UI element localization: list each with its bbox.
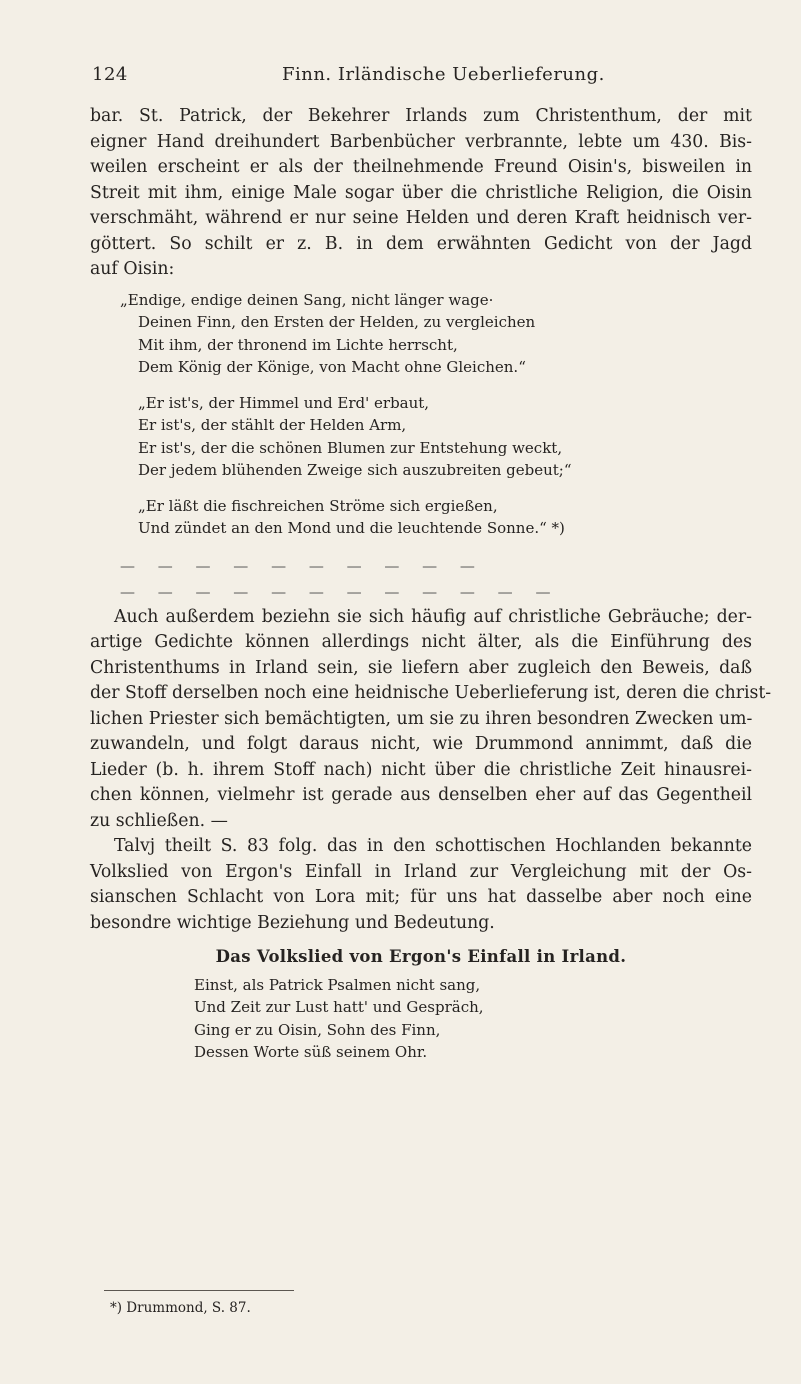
text-line: zu schließen. — [90, 810, 228, 831]
verse-line: Einst, als Patrick Psalmen nicht sang, [194, 975, 481, 994]
verse-line: Er ist's, der stählt der Helden Arm, [138, 416, 407, 434]
running-title: Finn. Irländische Ueberlieferung. [282, 64, 605, 85]
text-line: göttert. So schilt er z. B. in dem erwähnten Gedicht von der Jagd [90, 233, 752, 254]
text-line: artige Gedichte können allerdings nicht älter, als die Einführung des [90, 632, 752, 652]
text-line: lichen Priester sich bemächtigten, um sie zu ihren besondren Zwecken um- [90, 708, 753, 729]
poem-stanza [120, 289, 752, 379]
dash-row: — — — — — — — — — — — — [120, 582, 560, 601]
text-line: verschmäht, während er nur seine Helden und deren Kraft heidnisch ver- [90, 208, 752, 228]
text-line: Talvj theilt S. 83 folg. das in den schottischen Hochlanden bekannte [114, 836, 752, 856]
verse-line: Er ist's, der die schönen Blumen zur Entstehung weckt, [138, 438, 563, 457]
section-title: Das Volkslied von Ergon's Einfall in Irland. [215, 947, 627, 966]
text-line: der Stoff derselben noch eine heidnische Ueberlieferung ist, deren die christ- [90, 683, 772, 703]
text-line: chen können, vielmehr ist gerade aus denselben eher auf das Gegentheil [90, 785, 752, 805]
verse-line: Und Zeit zur Lust hatt' und Gespräch, [194, 998, 484, 1016]
verse-line: Und zündet an den Mond und die leuchtende Sonne.“ *) [138, 519, 565, 537]
page-header [92, 64, 752, 94]
verse-line: Dessen Worte süß seinem Ohr. [194, 1043, 428, 1061]
dash-row: — — — — — — — — — — [120, 556, 484, 575]
text-line: Christenthums in Irland sein, sie liefern aber zugleich den Beweis, daß [90, 657, 752, 678]
verse-line: Der jedem blühenden Zweige sich auszubreiten gebeut;“ [138, 461, 572, 479]
text-line: zuwandeln, und folgt daraus nicht, wie Drummond annimmt, daß die [90, 734, 752, 754]
text-line: Auch außerdem beziehn sie sich häufig auf christliche Gebräuche; der- [114, 606, 752, 627]
page-number: 124 [92, 64, 128, 85]
poem-excerpt [90, 974, 752, 1064]
text-line: auf Oisin: [90, 259, 175, 279]
verse-line: „Endige, endige deinen Sang, nicht länger wage· [120, 290, 494, 309]
page-body [90, 104, 772, 1064]
verse-line: Dem König der Könige, von Macht ohne Gleichen.“ [138, 358, 526, 376]
paragraph-1 [90, 104, 752, 283]
paragraph-3 [90, 834, 752, 936]
poem-stanza [120, 495, 752, 540]
text-line: besondre wichtige Beziehung und Bedeutung. [90, 912, 495, 933]
verse-line: „Er läßt die fischreichen Ströme sich ergießen, [138, 496, 498, 515]
poem-quotation [90, 289, 752, 540]
ellipsis-dashes [120, 553, 752, 605]
text-line: Lieder (b. h. ihrem Stoff nach) nicht über die christliche Zeit hinausrei- [90, 759, 752, 780]
poem-stanza [120, 392, 752, 482]
text-line: Streit mit ihm, einige Male sogar über die christliche Religion, die Oisin [90, 182, 752, 203]
verse-line: „Er ist's, der Himmel und Erd' erbaut, [138, 393, 430, 412]
text-line: weilen erscheint er als der theilnehmende Freund Oisin's, bisweilen in [90, 157, 752, 177]
text-line: sianschen Schlacht von Lora mit; für uns hat dasselbe aber noch eine [90, 887, 752, 907]
verse-line: Ging er zu Oisin, Sohn des Finn, [194, 1020, 441, 1039]
text-line: bar. St. Patrick, der Bekehrer Irlands zum Christenthum, der mit [90, 106, 752, 126]
footnote: *) Drummond, S. 87. [110, 1300, 251, 1316]
verse-line: Deinen Finn, den Ersten der Helden, zu vergleichen [138, 313, 536, 331]
text-line: Volkslied von Ergon's Einfall in Irland zur Vergleichung mit der Os- [90, 861, 752, 882]
footnote-rule [104, 1290, 294, 1291]
text-line: eigner Hand dreihundert Barbenbücher verbrannte, lebte um 430. Bis- [90, 131, 752, 152]
verse-line: Mit ihm, der thronend im Lichte herrscht, [138, 335, 458, 354]
paragraph-2 [90, 605, 772, 835]
